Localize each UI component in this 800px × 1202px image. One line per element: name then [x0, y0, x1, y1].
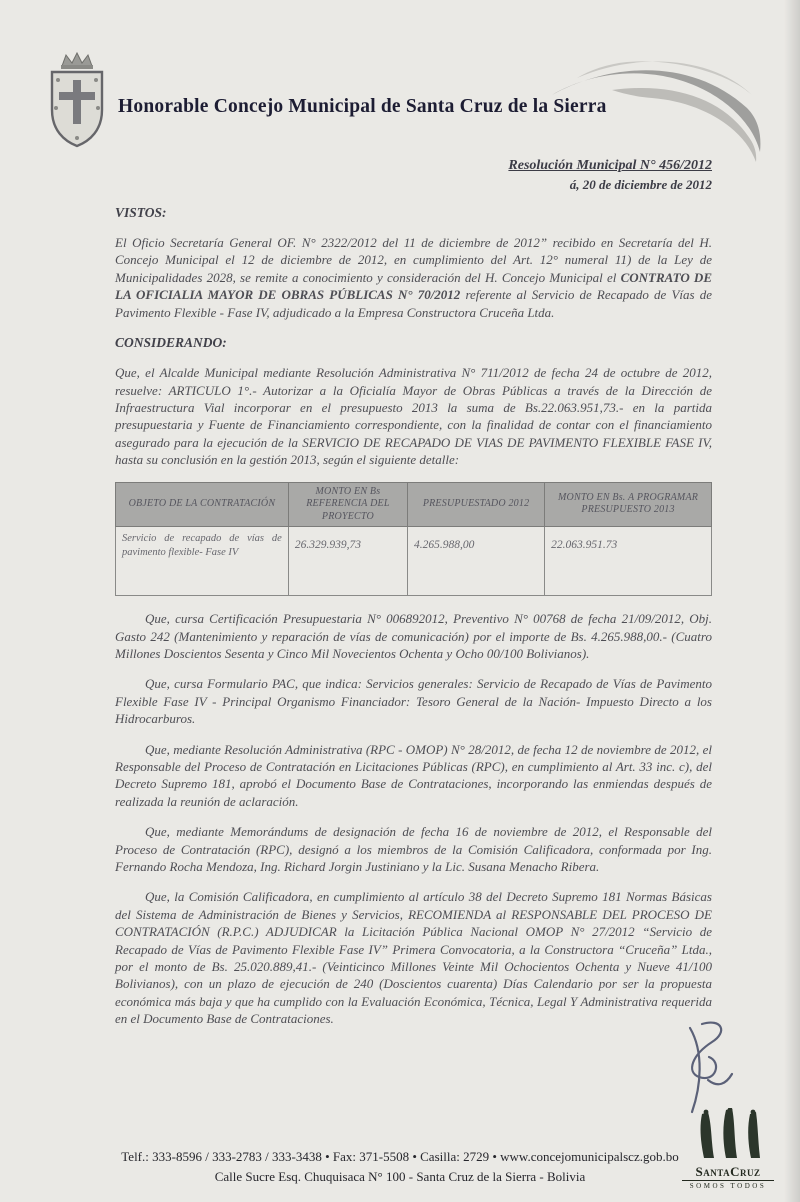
paragraph-formulario-pac: Que, cursa Formulario PAC, que indica: Servicios generales: Servicio de Recapado de Vías de Pavimento Flexible Fase IV - Principal Organismo Financiador: Tesoro General de la Nación- Impuesto Directo a los Hidrocarburos.: [115, 676, 712, 727]
contract-reference-bold: CONTRATO DE LA OFICIALIA MAYOR DE OBRAS PÚBLICAS N° 70/2012: [115, 269, 712, 303]
table-header-row: [116, 482, 712, 527]
paragraph-resolucion-rpc: Que, mediante Resolución Administrativa (RPC - OMOP) N° 28/2012, de fecha 12 de noviembre de 2012, el Responsable del Proceso de Contratación en Licitaciones Públicas (RPC), en cumplimiento al Art. 33 inc. c), del Decreto Supremo 181, aprobó el Documento Base de Contrataciones, incorporando las enmiendas después de realizada la reunión de aclaración.: [115, 741, 712, 809]
paragraph-comision-calificadora: Que, la Comisión Calificadora, en cumplimiento al artículo 38 del Decreto Supremo 181 Normas Básicas del Sistema de Administración de Bienes y Servicios, RECOMIENDA al RESPONSABLE DEL PROCESO DE CONTRATACIÓN (R.P.C.) ADJUDICAR la Licitación Pública Nacional OMOP N° 27/2012 “Servicio de Recapado de Vías de Pavimento Flexible Fase IV” Primera Convocatoria, a la Constructora “Cruceña” Ltda., por el monto de Bs. 25.020.889,41.- (Veinticinco Millones Veinte Mil Ochocientos Ochenta y Nueve 41/100 Bolivianos), con un plazo de ejecución de 240 (Doscientos cuarenta) Días Calendario por ser la propuesta económica más baja y que ha cumplido con la Evaluación Económica, Técnica, Legal Y Administrativa requerida en el Documento Base de Contrataciones.: [115, 889, 712, 1027]
budget-table: [115, 482, 712, 597]
footer-contact-line: Telf.: 333-8596 / 333-2783 / 333-3438 • Fax: 371-5508 • Casilla: 2729 • www.concejomunicipalscz.gob.bo: [121, 1149, 679, 1164]
footer: [0, 1147, 800, 1186]
considerando-paragraph-1: Que, el Alcalde Municipal mediante Resolución Administrativa N° 711/2012 de fecha 24 de octubre de 2012, resuelve: ARTICULO 1°.- Autorizar a la Oficialía Mayor de Obras Públicas a través de la Dirección de Infraestructura Vial incorporar en el presupuesto 2013 la suma de Bs.22.063.951,73.- en la partida presupuestaria y Fuente de Financiamiento correspondiente, con la finalidad de contar con el financiamiento asegurado para la ejecución de la SERVICIO DE RECAPADO DE VIAS DE PAVIMENTO FLEXIBLE FASE IV, hasta su conclusión en la gestión 2013, según el siguiente detalle:: [115, 365, 712, 468]
table-cell-objeto: Servicio de recapado de vías de pavimento flexible- Fase IV: [116, 527, 289, 596]
vistos-paragraph-tail: referente al Servicio de Recapado de Vías de Pavimento Flexible - Fase IV, adjudicado a la Empresa Constructora Cruceña Ltda.: [115, 287, 712, 320]
org-title: Honorable Concejo Municipal de Santa Cruz de la Sierra: [118, 96, 607, 117]
signature-scribble: [668, 1018, 740, 1118]
document-body: [115, 204, 712, 1041]
table-header-monto-programar: MONTO EN Bs. A PROGRAMAR PRESUPUESTO 2013: [545, 482, 712, 527]
vistos-paragraph: [115, 234, 712, 321]
santacruz-logo-figures: [690, 1108, 766, 1160]
footer-address-line: Calle Sucre Esq. Chuquisaca N° 100 - Santa Cruz de la Sierra - Bolivia: [214, 1168, 586, 1184]
resolution-number: Resolución Municipal N° 456/2012: [508, 158, 712, 173]
considerando-heading: CONSIDERANDO:: [115, 335, 227, 351]
table-header-presupuestado: PRESUPUESTADO 2012: [408, 482, 545, 527]
santacruz-logo: [682, 1108, 774, 1190]
coat-of-arms-icon: [42, 50, 112, 150]
table-header-monto-referencia: MONTO EN Bs REFERENCIA DEL PROYECTO: [288, 482, 407, 527]
table-cell-presupuestado: 4.265.988,00: [408, 527, 545, 596]
resolution-header: [508, 158, 712, 193]
paragraph-certificacion: Que, cursa Certificación Presupuestaria N° 006892012, Preventivo N° 00768 de fecha 21/09/2012, Obj. Gasto 242 (Mantenimiento y reparación de vías de comunicación) por el importe de Bs. 4.265.988,00.- (Cuatro Millones Doscientos Sesenta y Cinco Mil Novecientos Ochenta y Ocho 00/100 Bolivianos).: [115, 611, 712, 661]
paragraph-memorandums: Que, mediante Memorándums de designación de fecha 16 de noviembre de 2012, el Responsable del Proceso de Contratación (RPC), designó a los miembros de la Comisión Calificadora, conformada por Ing. Fernando Rocha Mendoza, Ing. Richard Jorgin Justiniano y la Lic. Susana Menacho Ribera.: [115, 824, 712, 874]
table-row: [116, 527, 712, 596]
santacruz-logo-tagline: SOMOS TODOS: [682, 1180, 774, 1190]
table-cell-monto-programar: 22.063.951.73: [545, 527, 712, 596]
vistos-heading: VISTOS:: [115, 205, 167, 220]
table-header-objeto: OBJETO DE LA CONTRATACIÓN: [116, 482, 289, 527]
coat-of-arms-logo: [42, 50, 112, 150]
table-cell-monto-referencia: 26.329.939,73: [288, 527, 407, 596]
vistos-paragraph-text: El Oficio Secretaría General OF. N° 2322/2012 del 11 de diciembre de 2012” recibido en Secretaría del H. Concejo Municipal el 12 de diciembre de 2012, en cumplimiento del Art. 12° numeral 11) de la Ley de Municipalidades 2028, se remite a conocimiento y consideración del H. Concejo Municipal el: [115, 235, 712, 285]
resolution-date: á, 20 de diciembre de 2012: [569, 177, 712, 192]
santacruz-logo-brand: SantaCruz: [695, 1164, 761, 1179]
